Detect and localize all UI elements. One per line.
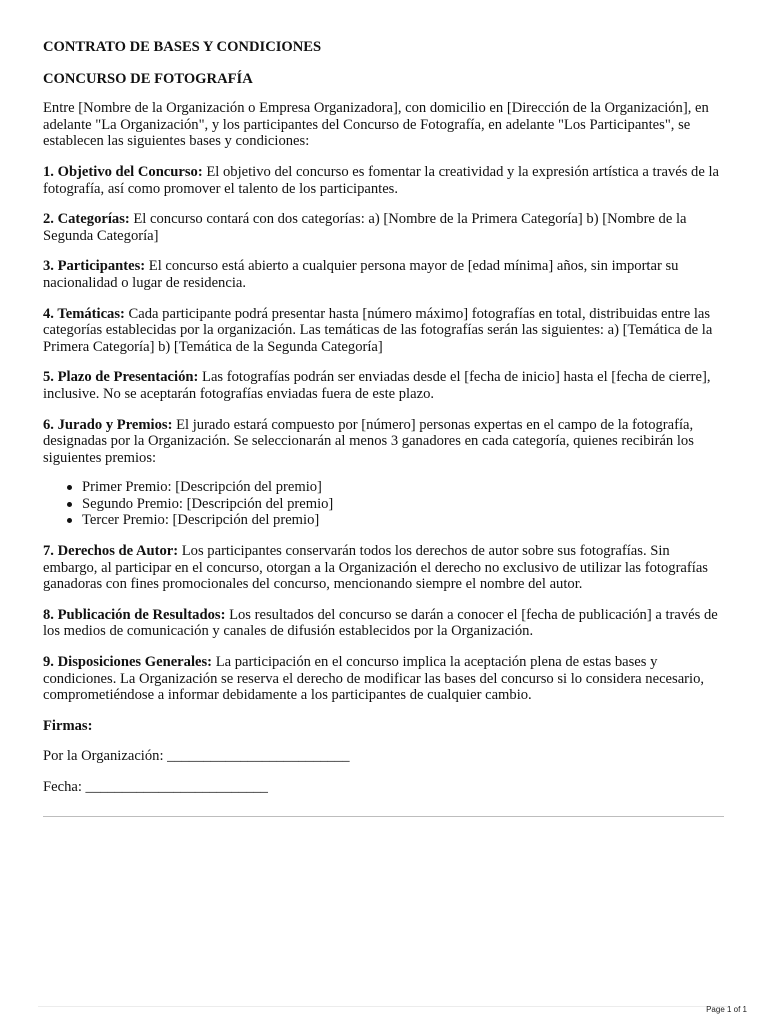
divider <box>43 816 724 817</box>
list-item: Primer Premio: [Descripción del premio] <box>82 479 727 496</box>
section-text: Los resultados del concurso se darán a conocer el [fecha de publicación] a través de los medios de comunicación y canales de difusión establecidos por la Organización. <box>43 606 718 640</box>
firmas-heading: Firmas: <box>43 717 93 734</box>
document-title: CONTRATO DE BASES Y CONDICIONES <box>43 39 322 55</box>
section-tematicas <box>43 306 727 356</box>
document-body <box>43 39 727 796</box>
section-text: Los participantes conservarán todos los derechos de autor sobre sus fotografías. Sin embargo, al participar en el concurso, otorgan a la Organización el derecho no exclusivo de utilizar las fotografías ganadoras con fines promocionales del concurso, mencionando siempre el nombre del autor. <box>43 543 708 593</box>
section-categorias <box>43 211 727 244</box>
section-text: La participación en el concurso implica la aceptación plena de estas bases y condiciones. La Organización se reserva el derecho de modificar las bases del concurso si lo considera necesario, comprometiéndose a informar debidamente a los participantes de cualquier cambio. <box>43 654 705 704</box>
section-plazo <box>43 369 727 402</box>
list-item: Segundo Premio: [Descripción del premio] <box>82 496 727 513</box>
signature-organizacion: Por la Organización: _________________________ <box>43 748 350 765</box>
section-heading: 3. Participantes: <box>43 258 146 275</box>
section-heading: 8. Publicación de Resultados: <box>43 606 226 623</box>
document-subtitle: CONCURSO DE FOTOGRAFÍA <box>43 70 253 87</box>
section-heading: 6. Jurado y Premios: <box>43 416 173 433</box>
section-text: El jurado estará compuesto por [número] personas expertas en el campo de la fotografía, designadas por la Organización. Se seleccionarán al menos 3 ganadores en cada categoría, quienes recibirán los siguientes premios: <box>43 416 694 466</box>
section-heading: 7. Derechos de Autor: <box>43 543 179 560</box>
section-heading: 1. Objetivo del Concurso: <box>43 163 203 180</box>
section-text: Las fotografías podrán ser enviadas desde el [fecha de inicio] hasta el [fecha de cierre], inclusive. No se aceptarán fotografías enviadas fuera de este plazo. <box>43 369 711 402</box>
section-publicacion <box>43 607 727 640</box>
section-objetivo <box>43 164 727 197</box>
intro-paragraph: Entre [Nombre de la Organización o Empresa Organizadora], con domicilio en [Dirección de la Organización], en adelante "La Organización", y los participantes del Concurso de Fotografía, en adelante "Los Participantes", se establecen las siguientes bases y condiciones: <box>43 100 709 150</box>
prizes-list <box>43 479 727 529</box>
signature-fecha: Fecha: _________________________ <box>43 779 268 795</box>
section-text: El concurso contará con dos categorías: a) [Nombre de la Primera Categoría] b) [Nombre de la Segunda Categoría] <box>43 211 687 244</box>
section-text: Cada participante podrá presentar hasta [número máximo] fotografías en total, distribuidas entre las categorías establecidas por la organización. Las temáticas de las fotografías serán las siguientes: a) [Temática de la Primera Categoría] b) [Temática de la Segunda Categoría] <box>43 305 713 355</box>
section-heading: 4. Temáticas: <box>43 305 125 322</box>
section-text: El concurso está abierto a cualquier persona mayor de [edad mínima] años, sin importar su nacionalidad o lugar de residencia. <box>43 258 679 291</box>
section-disposiciones <box>43 654 727 704</box>
section-heading: 2. Categorías: <box>43 211 130 228</box>
section-heading: 9. Disposiciones Generales: <box>43 654 213 671</box>
section-participantes <box>43 258 727 291</box>
section-derechos <box>43 543 727 593</box>
footer-divider <box>38 1006 730 1007</box>
page-number: Page 1 of 1 <box>706 1005 747 1014</box>
section-text: El objetivo del concurso es fomentar la creatividad y la expresión artística a través de la fotografía, así como promover el talento de los participantes. <box>43 163 719 197</box>
section-heading: 5. Plazo de Presentación: <box>43 369 199 386</box>
section-jurado <box>43 417 727 467</box>
list-item: Tercer Premio: [Descripción del premio] <box>82 512 727 529</box>
